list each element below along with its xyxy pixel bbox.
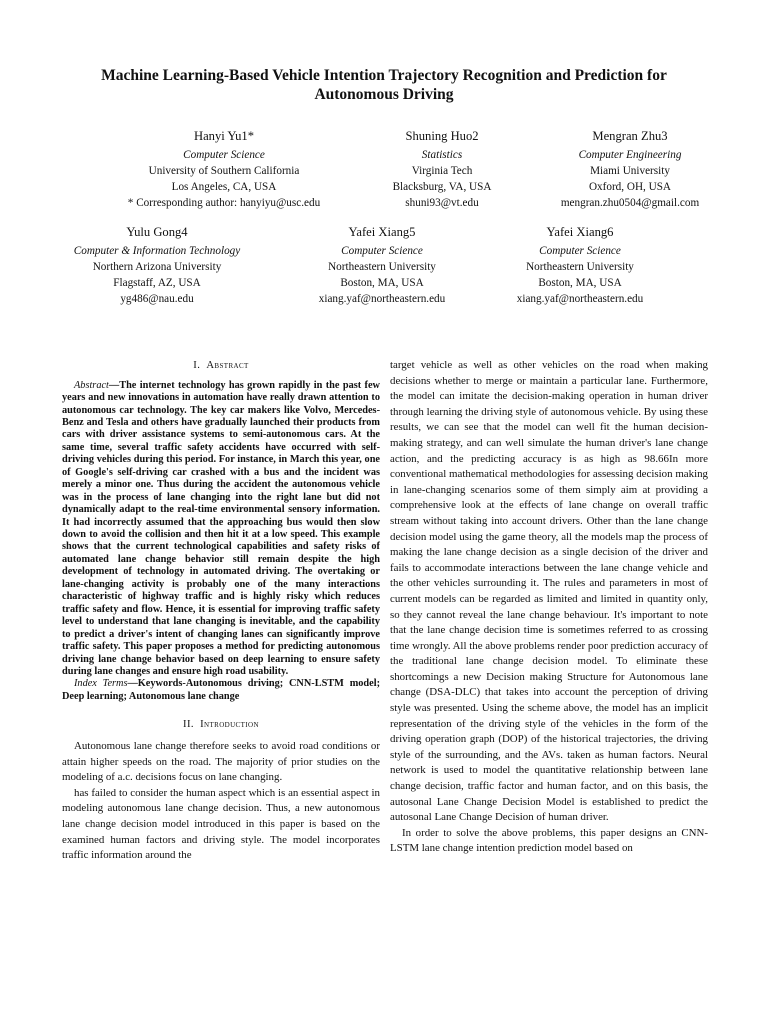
author-name: Yafei Xiang5 (348, 225, 416, 239)
author-name: Shuning Huo2 (405, 129, 479, 143)
abstract-paragraph (62, 380, 380, 679)
section-title: Introduction (200, 719, 259, 731)
left-column (62, 358, 380, 864)
author-org: Virginia Tech (411, 165, 473, 177)
author-block-6 (498, 224, 662, 307)
body-paragraph: Autonomous lane change therefore seeks to avoid road conditions or attain higher speeds on the road. The majority of prior studies on the modeling of a.c. decisions focus on lane changing. (62, 739, 380, 784)
author-dept: Computer & Information Technology (73, 245, 241, 257)
author-name: Yulu Gong4 (126, 225, 188, 239)
author-block-1 (116, 128, 332, 211)
index-terms (62, 678, 380, 703)
author-email: mengran.zhu0504@gmail.com (560, 197, 700, 209)
right-column (390, 358, 708, 857)
author-org: Miami University (590, 165, 670, 177)
author-dept: Computer Science (183, 149, 265, 161)
index-terms-text: —Keywords-Autonomous driving; CNN-LSTM model; Deep learning; Autonomous lane change (62, 678, 381, 702)
author-org: Northeastern University (526, 261, 634, 273)
author-dept: Computer Science (341, 245, 423, 257)
author-location: Los Angeles, CA, USA (171, 181, 277, 193)
author-location: Blacksburg, VA, USA (392, 181, 492, 193)
body-paragraph: target vehicle as well as other vehicles on the road when making decisions whether to merge or maintain a particular lane. Furthermore, the model can imitate the decision-making operation in human driver through learning the driving style of autonomous vehicle. By using these results, we can see that the model can well fit the human decision-making strategy, and can well simulate the human driver's lane change action, and the predicting accuracy is as high as 98.66In more conventional mathematical methodologies for assessing decision making in lane-changing scenarios some of them simply aim at providing a comprehensive look at the effects of lane change on overall traffic stream without taking into account drivers. Other than the lane change decision model using the game theory, all the models map the process of making the lane change decision as a single decision of the driver and fails to accommodate interactions between the lane change vehicle and the other vehicles surrounding it. The rules and parameters in most of current models can be regarded as limited and limited in quantity only, so they cannot reveal the lane change behaviour. It's important to note that the lane change decision time is sometimes referred to as crossing time wrongly. All the above problems render poor prediction accuracy of the traditional lane change decision model. To eliminate these shortcomings a new Decision making Structure for Autonomous lane change (DSA-DLC) that takes into account the perception of driving style was presented. Using the scheme above, the model has an implicit representation of the driving style of the vehicles in the form of the driving operation graph (DOP) of the historical trajectories, the driving style of the surrounding, and the AVs. taken as human factors. Neural network is used to model the quantitative relationship between lane change decision, traffic factor and human factor, and on this basis, the autosonal Lane Change Decision Model is established to predict the autosonal Lane Change Decision of human driver. (390, 359, 708, 824)
abstract-label: Abstract (74, 379, 109, 391)
section-number: II. (183, 719, 194, 731)
section-heading-abstract (62, 358, 380, 374)
author-email: xiang.yaf@northeastern.edu (318, 293, 446, 305)
paper-title: Machine Learning-Based Vehicle Intention Trajectory Recognition and Prediction for Autonomous Driving (101, 67, 667, 103)
author-block-4 (62, 224, 252, 307)
abstract-text: —The internet technology has grown rapidly in the past few years and new innovations in automation have really drawn attention to autonomous car technology. The key car makers like Volvo, Mercedes-Benz and Tesla and others have gradually launched their products from cars with driver assistance systems to semi-autonomous cars. At the same time, several traffic safety accidents have occurred with self-driving vehicles during this period. For instance, in March this year, one of Google's self-driving car crashed with a bus and the incident was merely a minor one. Thus during the accident the autonomous vehicle was in the process of lane changing into the right lane but did not dynamically adapt to the real-time environmental sensory information. It had incorrectly assumed that the approaching bus would then slow down to avoid the collision and then hit it at a low speed. This example shows that the current technological capabilities and safety risks of automated lane change behavior still remain despite the high development of technology in automated driving. The overtaking or lane-changing activity is probably one of the many interactions characteristic of highway traffic and is highly risky which reduces traffic safety and flow. Hence, it is essential for improving traffic safety level to understand that lane changing is inevitable, and the capability to predict a driver's intent of changing lanes can significantly improve traffic safety. This paper proposes a method for predicting autonomous driving lane change behavior based on deep learning to ensure safety during lane changes and ensure high road usability. (62, 379, 380, 678)
author-email: xiang.yaf@northeastern.edu (516, 293, 644, 305)
index-terms-label: Index Terms (74, 678, 128, 690)
author-email: * Corresponding author: hanyiyu@usc.edu (127, 197, 321, 209)
author-org: University of Southern California (148, 165, 300, 177)
author-email: shuni93@vt.edu (405, 197, 479, 209)
body-paragraph: has failed to consider the human aspect which is an essential aspect in modeling autonomous lane change decision. Thus, a new autonomous lane change decision model introduced in this paper is based on the examined human factors and driving style. The model incorporates traffic information around the (62, 786, 380, 862)
author-dept: Computer Engineering (578, 149, 682, 161)
author-email: yg486@nau.edu (120, 293, 194, 305)
body-paragraph: In order to solve the above problems, this paper designs an CNN-LSTM lane change intention prediction model based on (390, 826, 708, 855)
section-number: I. (193, 360, 201, 371)
author-name: Yafei Xiang6 (546, 225, 614, 239)
author-dept: Statistics (421, 149, 463, 161)
author-name: Mengran Zhu3 (592, 129, 668, 143)
author-org: Northeastern University (328, 261, 436, 273)
author-org: Northern Arizona University (92, 261, 222, 273)
author-location: Boston, MA, USA (538, 277, 622, 289)
author-block-3 (550, 128, 710, 211)
author-location: Oxford, OH, USA (588, 181, 672, 193)
author-name: Hanyi Yu1* (193, 129, 255, 143)
author-block-5 (300, 224, 464, 307)
author-dept: Computer Science (539, 245, 621, 257)
section-heading-introduction (62, 717, 380, 733)
author-block-2 (372, 128, 512, 211)
author-location: Boston, MA, USA (340, 277, 424, 289)
section-title: Abstract (206, 360, 249, 371)
author-location: Flagstaff, AZ, USA (113, 277, 201, 289)
